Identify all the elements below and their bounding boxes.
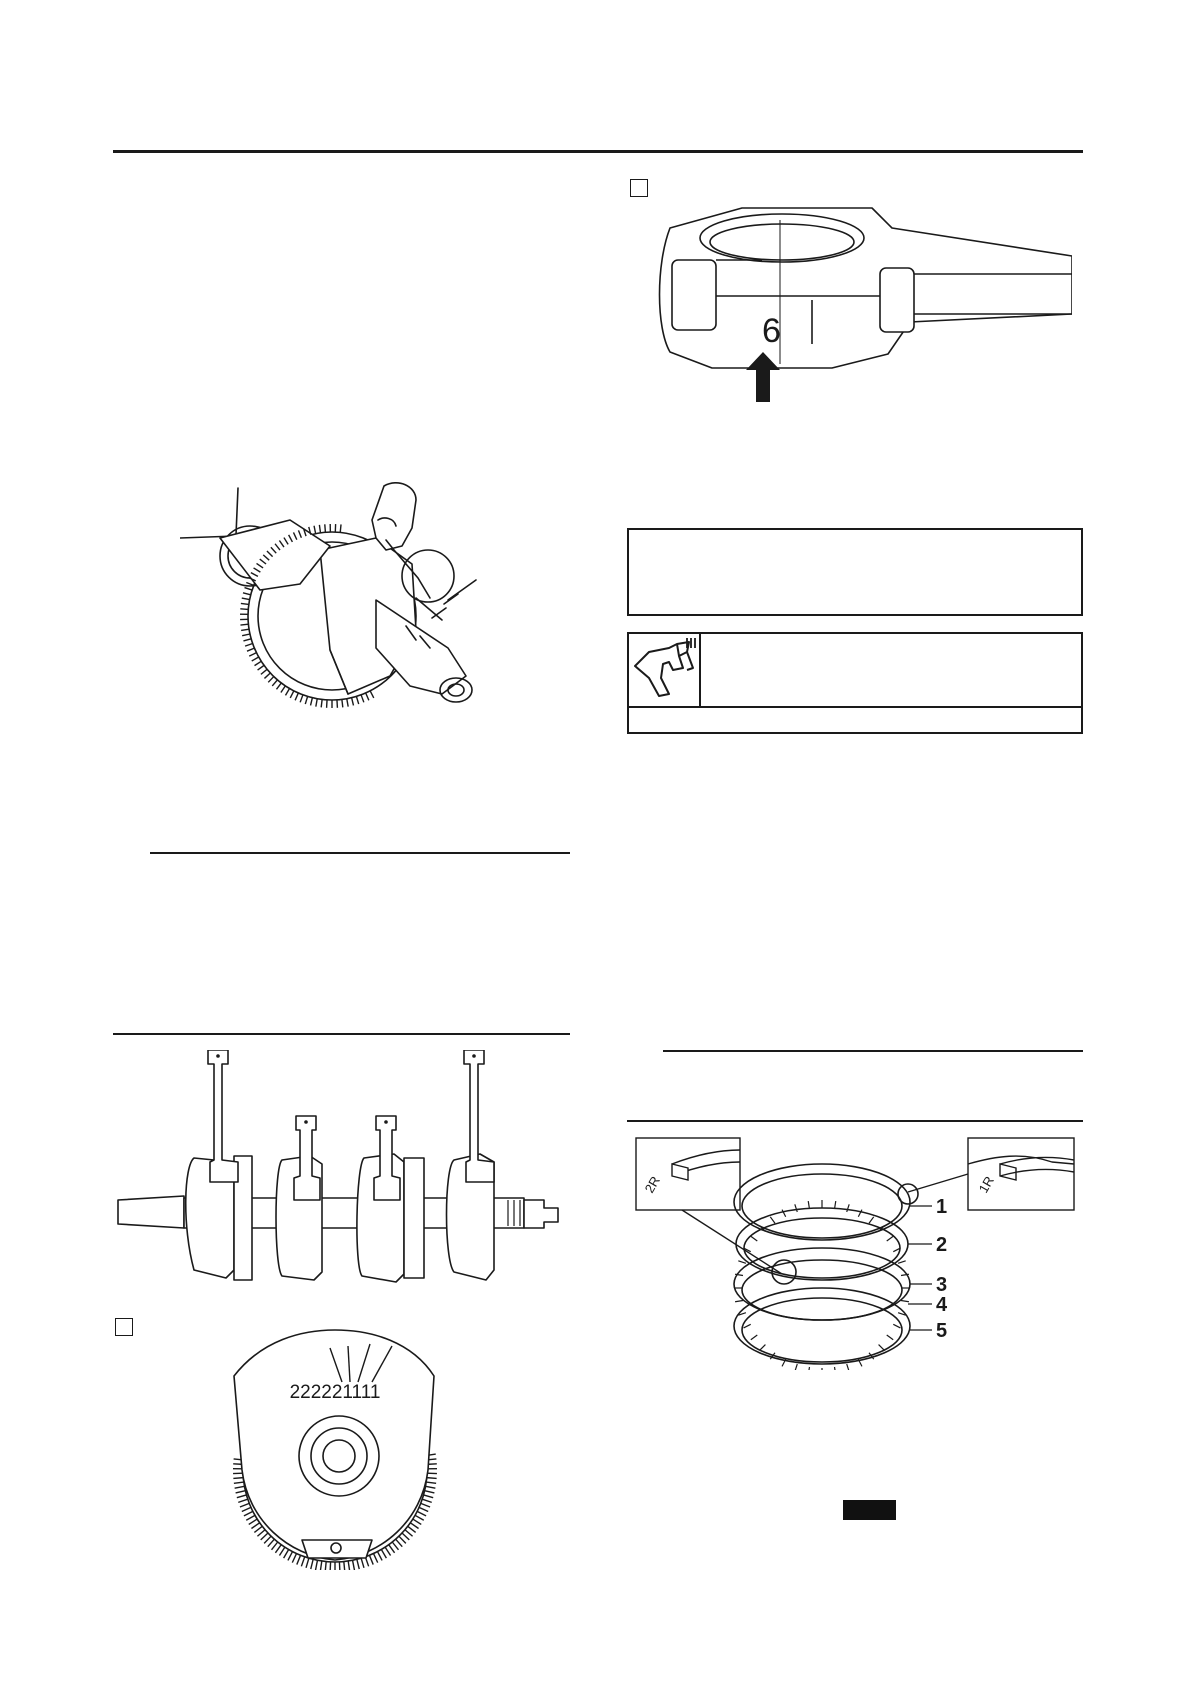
gear-tooth (240, 1503, 249, 1507)
gear-tooth (415, 1515, 424, 1520)
gear-tooth (246, 582, 253, 585)
ring-label-2: 2 (936, 1234, 948, 1256)
right-rule-2 (627, 1120, 1083, 1122)
gear-tooth (408, 1526, 416, 1532)
gear-tooth (236, 1491, 246, 1493)
gear-tooth (249, 1519, 257, 1524)
gear-tooth (417, 1511, 426, 1516)
gear-tooth (238, 1499, 247, 1502)
gear-tooth (288, 1552, 293, 1561)
gear-tooth (887, 1335, 893, 1340)
gear-tooth (847, 1364, 849, 1370)
gear-tooth (264, 673, 270, 678)
ring-label-3: 3 (936, 1274, 948, 1296)
gear-tooth (751, 1335, 757, 1340)
gear-tooth (770, 1217, 775, 1223)
gear-tooth (901, 1301, 909, 1302)
gear-tooth (808, 1367, 809, 1370)
gear-tooth (340, 524, 341, 532)
conrod-mark-number: 6 (762, 312, 781, 350)
gear-tooth (295, 693, 298, 700)
gear-tooth (835, 1367, 836, 1370)
gear-tooth (419, 1507, 428, 1511)
gear-tooth (290, 691, 294, 698)
gear-tooth (237, 1495, 247, 1498)
crank-code-figure (222, 1320, 448, 1570)
gear-tooth (321, 699, 322, 707)
spec-box-divider (629, 706, 1081, 708)
gear-tooth (402, 1533, 409, 1540)
gear-tooth (297, 1555, 301, 1564)
figure-marker-b (115, 1318, 133, 1336)
gear-tooth (369, 1555, 373, 1564)
gear-tooth (744, 1324, 751, 1328)
gear-tooth (795, 1364, 797, 1370)
gear-tooth (241, 603, 249, 604)
gear-tooth (305, 696, 307, 704)
left-rule-1 (150, 852, 570, 854)
gear-tooth (272, 1542, 278, 1550)
gear-tooth (325, 524, 326, 532)
gear-tooth (898, 1261, 906, 1263)
gear-tooth (316, 1560, 318, 1570)
spec-box (627, 632, 1083, 734)
gear-tooth (366, 693, 369, 700)
gear-tooth (268, 677, 274, 683)
gear-tooth (241, 629, 249, 630)
caliper-icon (629, 634, 701, 706)
gear-tooth (385, 1547, 390, 1555)
gear-tooth (251, 1523, 259, 1529)
gear-tooth (342, 699, 343, 707)
crankshaft-runout-figure (180, 480, 520, 730)
gear-tooth (893, 1324, 900, 1328)
figure-marker-a (630, 179, 648, 197)
gear-tooth (258, 665, 264, 670)
gear-tooth (370, 691, 374, 698)
crank-code-text: 222221111 (289, 1382, 381, 1403)
gear-tooth (381, 1549, 386, 1558)
gear-tooth (869, 1217, 874, 1223)
gear-tooth (392, 1542, 398, 1550)
gear-tooth (261, 1533, 268, 1540)
gear-tooth (311, 1559, 313, 1569)
gear-tooth (399, 1536, 406, 1543)
gear-tooth (301, 1557, 304, 1566)
gear-tooth (311, 698, 313, 706)
ring-label-1: 1 (936, 1196, 948, 1218)
gear-tooth (357, 1559, 359, 1569)
gear-tooth (413, 1519, 421, 1524)
gear-tooth (361, 695, 364, 703)
gear-tooth (314, 526, 316, 534)
gear-tooth (257, 1530, 265, 1536)
ring-mark-top: 1R (975, 1173, 997, 1196)
gear-tooth (426, 1486, 436, 1488)
gear-tooth (300, 695, 303, 703)
gear-tooth (254, 1526, 262, 1532)
gear-tooth (426, 1482, 436, 1483)
crankshaft-assembly-figure (114, 1050, 566, 1296)
gear-tooth (760, 1345, 766, 1351)
gear-tooth (879, 1345, 885, 1351)
gear-tooth (247, 648, 254, 651)
gear-tooth (240, 624, 248, 625)
page-tab-marker (843, 1500, 896, 1520)
gear-tooth (234, 1482, 244, 1483)
gear-tooth (246, 1515, 255, 1520)
gear-tooth (268, 1539, 275, 1547)
gear-tooth (352, 698, 354, 706)
gear-tooth (320, 1561, 321, 1570)
gear-tooth (377, 1552, 382, 1561)
gear-tooth (261, 669, 267, 674)
gear-tooth (255, 661, 262, 665)
gear-tooth (847, 1204, 849, 1212)
gear-tooth (235, 1486, 245, 1488)
gear-tooth (795, 1204, 797, 1212)
gear-tooth (272, 680, 277, 686)
gear-tooth (389, 1545, 395, 1553)
gear-tooth (281, 686, 285, 693)
gear-tooth (405, 1530, 413, 1536)
gear-tooth (356, 696, 358, 704)
gear-tooth (396, 1539, 403, 1547)
ring-mark-second: 2R (641, 1173, 663, 1196)
gear-tooth (348, 1561, 349, 1570)
gear-tooth (425, 1491, 435, 1493)
gear-tooth (275, 1545, 281, 1553)
gear-tooth (316, 699, 317, 707)
gear-tooth (243, 639, 251, 641)
gear-tooth (353, 1560, 355, 1570)
gear-tooth (240, 609, 248, 610)
gear-tooth (243, 593, 251, 595)
gear-tooth (249, 653, 256, 656)
conrod-figure (652, 204, 1072, 410)
gear-tooth (751, 1236, 757, 1241)
gear-tooth (374, 1554, 378, 1563)
gear-tooth (279, 1547, 284, 1555)
gear-tooth (233, 1478, 243, 1479)
gear-tooth (347, 699, 348, 707)
gear-tooth (244, 1511, 253, 1516)
gear-tooth (421, 1503, 430, 1507)
gear-tooth (319, 525, 320, 533)
gear-tooth (410, 1523, 418, 1529)
gear-tooth (292, 1554, 296, 1563)
gear-tooth (887, 1236, 893, 1241)
piston-rings-figure (632, 1134, 1078, 1370)
gear-tooth (424, 1495, 434, 1498)
gear-tooth (285, 688, 289, 695)
gear-tooth (245, 644, 253, 647)
gear-tooth (284, 1549, 289, 1558)
gear-tooth (242, 634, 250, 636)
ring-label-4: 4 (936, 1294, 948, 1316)
gear-tooth (361, 1558, 364, 1568)
gear-tooth (252, 657, 259, 661)
gear-tooth (427, 1478, 437, 1479)
note-box (627, 528, 1083, 616)
ring-label-5: 5 (936, 1320, 948, 1342)
header-rule (113, 150, 1083, 153)
gear-tooth (422, 1499, 431, 1502)
gear-tooth (276, 683, 281, 689)
gear-tooth (264, 1536, 271, 1543)
right-rule-1 (663, 1050, 1083, 1052)
gear-tooth (242, 1507, 251, 1511)
gear-tooth (306, 1558, 309, 1568)
gear-tooth (325, 1562, 326, 1570)
gear-tooth (735, 1301, 743, 1302)
left-rule-2 (113, 1033, 570, 1035)
gear-tooth (245, 588, 253, 590)
gear-tooth (344, 1562, 345, 1570)
gear-tooth (738, 1261, 746, 1263)
gear-tooth (242, 598, 250, 600)
